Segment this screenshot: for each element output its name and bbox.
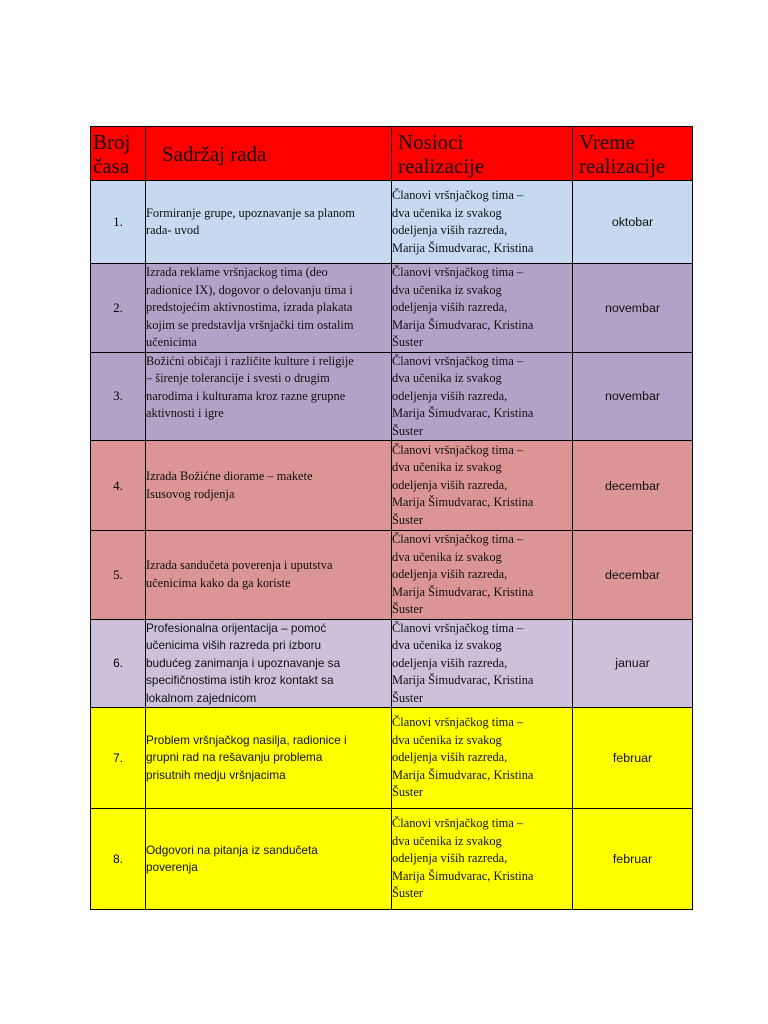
row-content: Problem vršnjačkog nasilja, radionice i grupni rad na rešavanju problema prisutnih medju vršnjacima bbox=[146, 708, 392, 809]
header-implementation-time: Vreme realizacije bbox=[573, 127, 693, 181]
table-row bbox=[91, 708, 693, 809]
table-row bbox=[91, 352, 693, 441]
table-row bbox=[91, 619, 693, 708]
header-work-content: Sadržaj rada bbox=[146, 127, 392, 181]
row-time: decembar bbox=[573, 531, 693, 620]
header-implementers: Nosioci realizacije bbox=[392, 127, 573, 181]
row-holders: Članovi vršnjačkog tima – dva učenika iz svakog odeljenja viših razreda, Marija Šimudvarac, Kristina Šuster bbox=[392, 619, 573, 708]
row-holders: Članovi vršnjačkog tima – dva učenika iz svakog odeljenja viših razreda, Marija Šimudvarac, Kristina Šuster bbox=[392, 352, 573, 441]
row-number: 8. bbox=[91, 809, 146, 910]
table-row bbox=[91, 531, 693, 620]
row-time: novembar bbox=[573, 264, 693, 353]
row-number: 5. bbox=[91, 531, 146, 620]
row-content: Izrada reklame vršnjackog tima (deo radionice IX), dogovor o delovanju tima i predstojećim aktivnostima, izrada plakata kojim se predstavlja vršnjački tim ostalim učenicima bbox=[146, 264, 392, 353]
row-number: 3. bbox=[91, 352, 146, 441]
row-content: Profesionalna orijentacija – pomoć učenicima viših razreda pri izboru budućeg zanimanja i upoznavanje sa specifičnostima istih kroz kontakt sa lokalnom zajednicom bbox=[146, 619, 392, 708]
row-holders: Članovi vršnjačkog tima – dva učenika iz svakog odeljenja viših razreda, Marija Šimudvarac, Kristina Šuster bbox=[392, 708, 573, 809]
table-row bbox=[91, 441, 693, 531]
row-time: februar bbox=[573, 809, 693, 910]
row-time: oktobar bbox=[573, 181, 693, 264]
table-row bbox=[91, 264, 693, 353]
row-time: decembar bbox=[573, 441, 693, 531]
row-number: 4. bbox=[91, 441, 146, 531]
row-holders: Članovi vršnjačkog tima – dva učenika iz svakog odeljenja viših razreda, Marija Šimudvarac, Kristina Šuster bbox=[392, 264, 573, 353]
row-time: januar bbox=[573, 619, 693, 708]
row-content: Božićni običaji i različite kulture i religije – širenje tolerancije i svesti o drugim narodima i kulturama kroz razne grupne aktivnosti i igre bbox=[146, 352, 392, 441]
row-holders: Članovi vršnjačkog tima – dva učenika iz svakog odeljenja viših razreda, Marija Šimudvarac, Kristina bbox=[392, 181, 573, 264]
row-content: Formiranje grupe, upoznavanje sa planom rada- uvod bbox=[146, 181, 392, 264]
activity-plan-table bbox=[90, 126, 693, 910]
table-row bbox=[91, 181, 693, 264]
table-header-row bbox=[91, 127, 693, 181]
row-holders: Članovi vršnjačkog tima – dva učenika iz svakog odeljenja viših razreda, Marija Šimudvarac, Kristina Šuster bbox=[392, 531, 573, 620]
row-time: novembar bbox=[573, 352, 693, 441]
table-row bbox=[91, 809, 693, 910]
row-number: 1. bbox=[91, 181, 146, 264]
row-number: 2. bbox=[91, 264, 146, 353]
row-holders: Članovi vršnjačkog tima – dva učenika iz svakog odeljenja viših razreda, Marija Šimudvarac, Kristina Šuster bbox=[392, 441, 573, 531]
row-holders: Članovi vršnjačkog tima – dva učenika iz svakog odeljenja viših razreda, Marija Šimudvarac, Kristina Šuster bbox=[392, 809, 573, 910]
row-content: Izrada sandučeta poverenja i uputstva učenicima kako da ga koriste bbox=[146, 531, 392, 620]
row-content: Odgovori na pitanja iz sandučeta poverenja bbox=[146, 809, 392, 910]
header-lesson-number: Broj časa bbox=[91, 127, 146, 181]
row-number: 6. bbox=[91, 619, 146, 708]
row-number: 7. bbox=[91, 708, 146, 809]
row-time: februar bbox=[573, 708, 693, 809]
row-content: Izrada Božićne diorame – makete Isusovog rodjenja bbox=[146, 441, 392, 531]
